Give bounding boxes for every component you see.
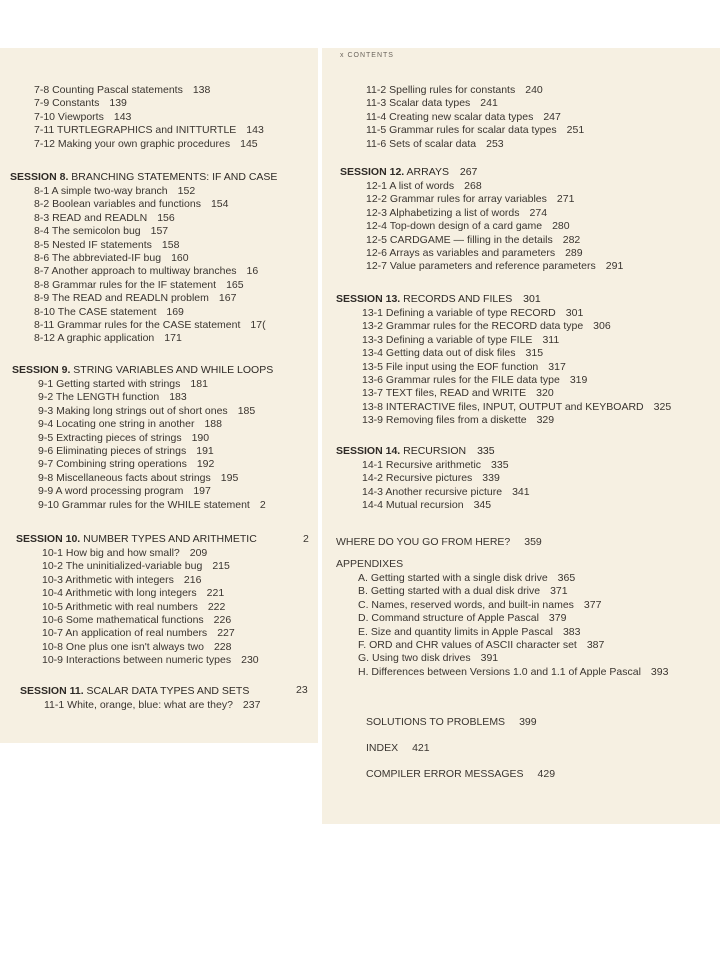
toc-entry: [42, 627, 259, 640]
toc-entry-page: 289: [565, 247, 583, 260]
toc-entry-page: 335: [491, 459, 509, 471]
toc-entry: [362, 320, 671, 333]
toc-entry: [42, 601, 259, 614]
session-13-list: [362, 307, 671, 428]
toc-entry: [358, 612, 668, 625]
toc-entry: [366, 97, 584, 110]
toc-entry-page: 365: [557, 572, 576, 584]
toc-entry-label: 7-8 Counting Pascal statements: [34, 84, 183, 96]
toc-entry-page: 185: [237, 404, 256, 417]
toc-entry-label: 14-1 Recursive arithmetic: [362, 459, 482, 471]
toc-entry: [366, 234, 623, 247]
toc-entry-label: 8-1 A simple two-way branch: [34, 185, 168, 197]
running-head: x CONTENTS: [340, 52, 394, 59]
toc-entry-label: 8-8 Grammar rules for the IF statement: [34, 278, 217, 291]
toc-entry-label: 9-6 Eliminating pieces of strings: [38, 445, 187, 458]
session-12-heading: SESSION 12. ARRAYS 267: [340, 166, 478, 178]
toc-entry-label: 11-1 White, orange, blue: what are they?: [44, 699, 233, 711]
toc-entry: [366, 138, 584, 151]
toc-entry-label: 10-1 How big and how small?: [42, 547, 180, 559]
toc-entry: [38, 418, 266, 431]
toc-entry: [34, 306, 266, 319]
toc-entry-page: 188: [204, 418, 222, 431]
toc-entry-label: 13-1 Defining a variable of type RECORD: [362, 307, 556, 319]
toc-entry-page: 143: [246, 124, 264, 137]
toc-entry-label: 8-10 The CASE statement: [34, 305, 157, 318]
toc-entry: [362, 307, 671, 320]
session-9-heading: SESSION 9. STRING VARIABLES AND WHILE LOOPS: [12, 364, 274, 376]
toc-entry-page: 183: [169, 391, 187, 404]
continued-list-left: [34, 84, 264, 151]
appendixes-heading: APPENDIXES: [336, 558, 404, 570]
toc-entry: [34, 292, 266, 305]
toc-entry-page: 181: [190, 378, 208, 390]
toc-entry: [42, 574, 259, 587]
toc-entry-label: 11-2 Spelling rules for constants: [366, 84, 516, 96]
toc-entry-page: 253: [486, 137, 504, 150]
toc-entry: [38, 472, 266, 485]
toc-entry-page: 230: [241, 654, 259, 667]
toc-entry-label: 14-2 Recursive pictures: [362, 472, 473, 485]
toc-entry-page: 311: [542, 333, 560, 346]
toc-entry: [362, 459, 530, 472]
toc-entry-label: 9-10 Grammar rules for the WHILE statement: [38, 498, 250, 511]
toc-entry-label: 13-9 Removing files from a diskette: [362, 414, 527, 427]
toc-entry-label: 7-10 Viewports: [34, 110, 104, 123]
toc-entry: [38, 458, 266, 471]
toc-entry-page: 191: [196, 445, 214, 458]
toc-entry-page: 143: [113, 110, 132, 123]
toc-entry: [366, 180, 623, 193]
session-11-page: 23: [296, 684, 308, 696]
session-10-list: [42, 547, 259, 668]
toc-entry: [358, 652, 668, 665]
session-9-list: [38, 378, 266, 512]
toc-entry-page: 171: [164, 332, 182, 345]
toc-entry: [362, 499, 530, 512]
toc-entry-label: 9-1 Getting started with strings: [38, 378, 181, 390]
toc-entry-label: 9-4 Locating one string in another: [38, 418, 195, 431]
toc-entry-page: 339: [482, 472, 500, 485]
toc-entry-page: 329: [536, 414, 555, 427]
session-10-heading: SESSION 10. NUMBER TYPES AND ARITHMETIC: [16, 533, 257, 545]
toc-entry-label: 8-9 The READ and READLN problem: [34, 292, 209, 305]
toc-entry-page: 227: [217, 627, 235, 640]
toc-entry-page: 387: [586, 639, 605, 652]
toc-entry: [362, 387, 671, 400]
toc-entry-label: 10-2 The uninitialized-variable bug: [42, 560, 203, 573]
toc-entry: [362, 374, 671, 387]
toc-entry: [362, 334, 671, 347]
toc-entry-page: 156: [157, 211, 175, 224]
toc-entry-label: 13-4 Getting data out of disk files: [362, 347, 516, 360]
toc-entry: [362, 347, 671, 360]
toc-entry-label: 8-4 The semicolon bug: [34, 225, 141, 238]
toc-entry: [42, 587, 259, 600]
toc-entry-page: 152: [177, 185, 196, 197]
toc-entry-label: 13-5 File input using the EOF function: [362, 360, 539, 373]
toc-entry: [366, 84, 584, 97]
session-13-heading: SESSION 13. RECORDS AND FILES 301: [336, 293, 541, 305]
toc-entry-label: E. Size and quantity limits in Apple Pascal: [358, 625, 553, 638]
toc-entry-page: 216: [183, 573, 202, 586]
toc-entry-page: 2: [259, 498, 266, 511]
toc-entry-page: 280: [552, 220, 570, 233]
toc-entry: [42, 547, 259, 560]
index-entry: INDEX 421: [366, 742, 430, 754]
toc-entry-page: 241: [480, 97, 498, 110]
toc-entry-page: 192: [196, 458, 215, 471]
session-11-heading: SESSION 11. SCALAR DATA TYPES AND SETS: [20, 685, 250, 697]
toc-entry-label: 10-3 Arithmetic with integers: [42, 573, 174, 586]
toc-entry: [34, 198, 266, 211]
toc-entry-page: 306: [593, 320, 611, 333]
toc-entry-label: 10-5 Arithmetic with real numbers: [42, 600, 198, 613]
toc-entry-label: 12-4 Top-down design of a card game: [366, 220, 543, 233]
toc-entry-page: 154: [210, 198, 229, 211]
toc-entry: [366, 124, 584, 137]
toc-entry-label: 12-7 Value parameters and reference parameters: [366, 260, 596, 273]
toc-entry: [44, 699, 260, 712]
toc-entry-label: 8-3 READ and READLN: [34, 211, 148, 224]
toc-entry-page: 17(: [250, 319, 266, 332]
toc-entry-label: 12-3 Alphabetizing a list of words: [366, 206, 520, 219]
toc-entry-label: 10-8 One plus one isn't always two: [42, 640, 204, 653]
toc-entry-page: 197: [193, 485, 211, 498]
toc-entry: [34, 332, 266, 345]
toc-entry: [38, 485, 266, 498]
toc-entry-label: 12-5 CARDGAME — filling in the details: [366, 233, 553, 246]
toc-entry-page: 345: [473, 499, 492, 512]
toc-entry-label: 8-2 Boolean variables and functions: [34, 198, 201, 211]
toc-entry-page: 371: [550, 585, 568, 598]
toc-entry-label: 13-6 Grammar rules for the FILE data type: [362, 374, 560, 387]
session-11-list: [44, 699, 260, 712]
toc-entry-page: 165: [226, 278, 244, 291]
toc-entry-label: 10-9 Interactions between numeric types: [42, 654, 232, 667]
toc-entry-page: 315: [525, 347, 544, 360]
where-do-you-go: WHERE DO YOU GO FROM HERE? 359: [336, 536, 542, 548]
toc-entry-label: 9-8 Miscellaneous facts about strings: [38, 471, 211, 484]
toc-entry-page: 215: [212, 560, 230, 573]
toc-entry-label: D. Command structure of Apple Pascal: [358, 612, 539, 625]
toc-entry-label: 8-5 Nested IF statements: [34, 238, 152, 251]
toc-entry-label: 8-12 A graphic application: [34, 332, 155, 345]
session-12-list: [366, 180, 623, 274]
toc-entry: [362, 361, 671, 374]
toc-entry-page: 317: [548, 360, 566, 373]
compiler-errors-entry: COMPILER ERROR MESSAGES 429: [366, 768, 556, 780]
toc-entry: [34, 185, 266, 198]
toc-entry: [358, 585, 668, 598]
toc-entry: [34, 319, 266, 332]
toc-entry-page: 240: [525, 84, 543, 96]
toc-entry-page: 301: [565, 307, 584, 319]
toc-entry-page: 391: [480, 652, 499, 665]
toc-entry-page: 169: [166, 305, 184, 318]
toc-entry: [38, 445, 266, 458]
toc-entry-label: 12-6 Arrays as variables and parameters: [366, 247, 556, 260]
right-page: [322, 48, 720, 824]
toc-entry: [34, 239, 266, 252]
toc-entry: [366, 111, 584, 124]
toc-entry-label: 9-2 The LENGTH function: [38, 391, 160, 404]
toc-entry: [362, 486, 530, 499]
toc-entry-page: 195: [220, 471, 239, 484]
toc-entry-label: F. ORD and CHR values of ASCII character set: [358, 639, 577, 652]
toc-entry: [42, 654, 259, 667]
toc-entry-page: 228: [213, 640, 232, 653]
session-14-list: [362, 459, 530, 513]
toc-entry-label: 11-4 Creating new scalar data types: [366, 110, 534, 123]
toc-entry-label: 10-4 Arithmetic with long integers: [42, 587, 197, 600]
toc-entry-page: 319: [569, 374, 588, 387]
toc-entry-label: 13-3 Defining a variable of type FILE: [362, 333, 533, 346]
toc-entry-label: 8-7 Another approach to multiway branches: [34, 265, 237, 278]
toc-entry-page: 377: [583, 598, 602, 611]
toc-entry-page: 268: [464, 180, 482, 192]
session-8-heading: SESSION 8. BRANCHING STATEMENTS: IF AND CASE: [10, 171, 278, 183]
toc-entry: [34, 97, 264, 110]
toc-entry-page: 282: [562, 233, 581, 246]
toc-entry-label: C. Names, reserved words, and built-in names: [358, 598, 574, 611]
toc-entry: [358, 639, 668, 652]
toc-entry: [362, 414, 671, 427]
toc-entry: [362, 472, 530, 485]
toc-entry-page: 157: [150, 225, 169, 238]
toc-entry-label: 8-6 The abbreviated-IF bug: [34, 252, 162, 265]
toc-entry: [366, 193, 623, 206]
toc-entry-page: 209: [189, 547, 208, 559]
toc-entry-label: 12-2 Grammar rules for array variables: [366, 193, 547, 206]
toc-entry: [42, 560, 259, 573]
toc-entry: [362, 401, 671, 414]
toc-entry-label: 11-6 Sets of scalar data: [366, 137, 477, 150]
toc-entry-label: A. Getting started with a single disk drive: [358, 572, 548, 584]
toc-entry: [34, 138, 264, 151]
toc-entry-label: 13-8 INTERACTIVE files, INPUT, OUTPUT and KEYBOARD: [362, 400, 644, 413]
toc-entry: [358, 599, 668, 612]
toc-entry-label: 7-9 Constants: [34, 97, 100, 110]
toc-entry: [34, 225, 266, 238]
toc-entry: [358, 626, 668, 639]
toc-entry: [358, 572, 668, 585]
toc-entry-label: 9-9 A word processing program: [38, 485, 184, 498]
toc-entry: [366, 260, 623, 273]
continued-list-right: [366, 84, 584, 151]
toc-entry-page: 237: [242, 699, 261, 711]
toc-entry-page: 341: [512, 485, 530, 498]
toc-entry-page: 291: [605, 260, 624, 273]
toc-entry: [358, 666, 668, 679]
toc-entry-page: 247: [543, 110, 561, 123]
toc-entry-page: 16: [246, 265, 259, 278]
toc-entry-label: 14-4 Mutual recursion: [362, 499, 464, 512]
solutions-entry: SOLUTIONS TO PROBLEMS 399: [366, 716, 537, 728]
toc-entry-label: G. Using two disk drives: [358, 652, 471, 665]
toc-entry-page: 222: [207, 600, 226, 613]
toc-entry-label: 8-11 Grammar rules for the CASE statement: [34, 319, 241, 332]
toc-entry: [38, 378, 266, 391]
toc-entry: [34, 212, 266, 225]
toc-entry: [34, 84, 264, 97]
toc-entry-page: 190: [191, 431, 210, 444]
toc-entry-page: 393: [650, 665, 669, 678]
toc-entry-page: 221: [206, 587, 225, 600]
toc-entry-page: 325: [653, 400, 672, 413]
toc-entry: [34, 265, 266, 278]
toc-entry: [38, 405, 266, 418]
toc-entry: [366, 207, 623, 220]
toc-entry: [38, 432, 266, 445]
toc-entry-page: 139: [109, 97, 127, 110]
toc-entry-page: 145: [240, 137, 258, 150]
toc-entry-page: 320: [536, 387, 554, 400]
toc-entry-page: 271: [556, 193, 575, 206]
toc-entry-label: 9-3 Making long strings out of short ones: [38, 404, 228, 417]
session-8-list: [34, 185, 266, 346]
toc-entry-page: 167: [218, 292, 237, 305]
toc-entry-label: 14-3 Another recursive picture: [362, 485, 503, 498]
toc-entry: [34, 111, 264, 124]
session-14-heading: SESSION 14. RECURSION 335: [336, 445, 495, 457]
toc-entry-page: 160: [171, 252, 189, 265]
toc-entry: [38, 499, 266, 512]
toc-entry: [366, 220, 623, 233]
toc-entry: [38, 391, 266, 404]
session-10-page: 2: [303, 533, 309, 545]
toc-entry: [34, 124, 264, 137]
toc-entry-label: 13-7 TEXT files, READ and WRITE: [362, 387, 527, 400]
toc-entry: [34, 279, 266, 292]
toc-entry: [34, 252, 266, 265]
toc-entry-label: 10-7 An application of real numbers: [42, 627, 208, 640]
appendixes-list: [358, 572, 668, 679]
toc-entry-page: 226: [213, 614, 232, 627]
toc-entry-label: 12-1 A list of words: [366, 180, 455, 192]
toc-entry-label: 9-7 Combining string operations: [38, 458, 187, 471]
toc-entry-page: 383: [562, 625, 581, 638]
toc-entry-label: 13-2 Grammar rules for the RECORD data type: [362, 320, 584, 333]
toc-entry-label: 11-5 Grammar rules for scalar data types: [366, 124, 557, 137]
toc-entry-label: 11-3 Scalar data types: [366, 97, 471, 110]
toc-entry-page: 274: [529, 206, 548, 219]
toc-entry-page: 251: [566, 124, 585, 137]
toc-entry-page: 158: [161, 238, 180, 251]
toc-entry-label: 9-5 Extracting pieces of strings: [38, 431, 182, 444]
toc-entry-label: B. Getting started with a dual disk drive: [358, 585, 541, 598]
toc-entry-label: 10-6 Some mathematical functions: [42, 614, 204, 627]
toc-entry: [366, 247, 623, 260]
left-page: [0, 48, 318, 743]
toc-entry-label: H. Differences between Versions 1.0 and 1.1 of Apple Pascal: [358, 665, 641, 678]
toc-entry: [42, 641, 259, 654]
toc-entry: [42, 614, 259, 627]
toc-entry-page: 379: [548, 612, 567, 625]
toc-entry-label: 7-11 TURTLEGRAPHICS and INITTURTLE: [34, 124, 237, 137]
toc-entry-page: 138: [192, 84, 211, 96]
toc-entry-label: 7-12 Making your own graphic procedures: [34, 137, 231, 150]
